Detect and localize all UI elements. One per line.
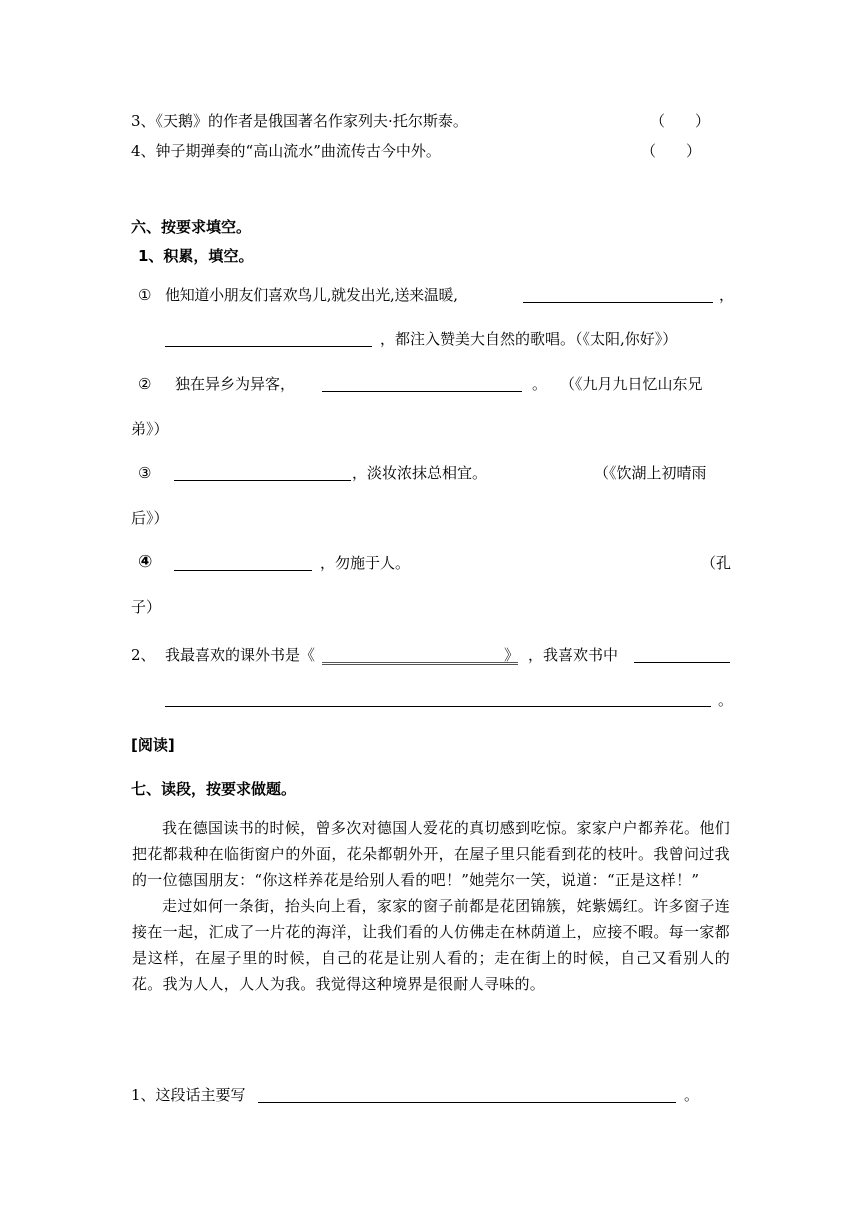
q3-source: （《饮湖上初晴雨 (594, 464, 707, 482)
q2-source: （《九月九日忆山东兄 (560, 375, 703, 393)
judge-item-3: 3、《天鹅》的作者是俄国著名作家列夫·托尔斯泰。 (131, 112, 468, 130)
reading-paragraph-2: 走过如何一条街，抬头向上看，家家的窗子前都是花团锦簇，姹紫嫣红。许多窗子连接在一起，汇成了一片花的海洋，让我们看的人仿佛走在林荫道上，应接不暇。每一家都是这样，在屋子里的时候，自己的花是让别人看的；走在街上的时候，自己又看别人的花。我为人人，人人为我。我觉得这种境界是很耐人寻味的。 (132, 897, 730, 993)
q2-lead-text: 独在异乡为异客， (175, 375, 296, 393)
sub2-blank-1[interactable] (634, 662, 730, 663)
judge-item-4: 4、钟子期弹奏的“高山流水”曲流传古今中外。 (131, 142, 441, 160)
sub2-close-bracket: 》 (504, 646, 520, 664)
reading-q1-blank[interactable] (258, 1102, 676, 1103)
q1-comma: ， (719, 286, 735, 304)
q1-tail-text: ，都注入赞美大自然的歌唱。（《太阳,你好》） (380, 330, 678, 348)
section6-title: 六、按要求填空。 (131, 218, 252, 236)
q4-source-cont: 子） (131, 598, 162, 616)
reading-label: [阅读] (131, 736, 175, 754)
q2-blank[interactable] (322, 391, 522, 392)
sub2-lead-text: 我最喜欢的课外书是《 (165, 646, 316, 664)
q2-number: ② (138, 375, 152, 393)
q3-tail-text: ，淡妆浓抹总相宜。 (352, 464, 488, 482)
judge-answer-4[interactable]: （ ） (641, 142, 702, 160)
q4-blank[interactable] (174, 570, 312, 571)
section6-sub1: 1、积累，填空。 (138, 247, 254, 265)
q2-source-cont: 弟》） (131, 420, 169, 438)
q4-source: （孔 (701, 554, 732, 572)
q1-blank-2[interactable] (165, 346, 372, 347)
q2-period: 。 (532, 375, 548, 393)
q1-blank-1[interactable] (523, 302, 713, 303)
q4-number: ④ (138, 552, 153, 572)
sub2-number: 2、 (131, 646, 156, 664)
q3-number: ③ (138, 464, 152, 482)
sub2-mid-text: ，我喜欢书中 (528, 646, 619, 664)
q3-blank[interactable] (174, 480, 351, 481)
reading-q1-period: 。 (684, 1086, 700, 1104)
judge-answer-3[interactable]: （ ） (650, 112, 711, 130)
reading-passage (132, 815, 730, 997)
q4-tail-text: ，勿施于人。 (320, 554, 411, 572)
sub2-period: 。 (718, 691, 734, 709)
sub2-book-blank[interactable] (322, 662, 518, 665)
section7-title: 七、读段，按要求做题。 (131, 780, 297, 798)
reading-paragraph-1: 我在德国读书的时候，曾多次对德国人爱花的真切感到吃惊。家家户户都养花。他们把花都栽种在临街窗户的外面，花朵都朝外开，在屋子里只能看到花的枝叶。我曾问过我的一位德国朋友：“你这样养花是给别人看的吧！”她莞尔一笑，说道：“正是这样！” (132, 819, 730, 889)
q1-number: ① (138, 286, 152, 304)
sub2-blank-2[interactable] (165, 706, 711, 707)
q3-source-cont: 后》） (131, 509, 169, 527)
reading-q1-text: 1、这段话主要写 (131, 1086, 246, 1104)
q1-lead-text: 他知道小朋友们喜欢鸟儿,就发出光,送来温暖, (165, 286, 458, 304)
